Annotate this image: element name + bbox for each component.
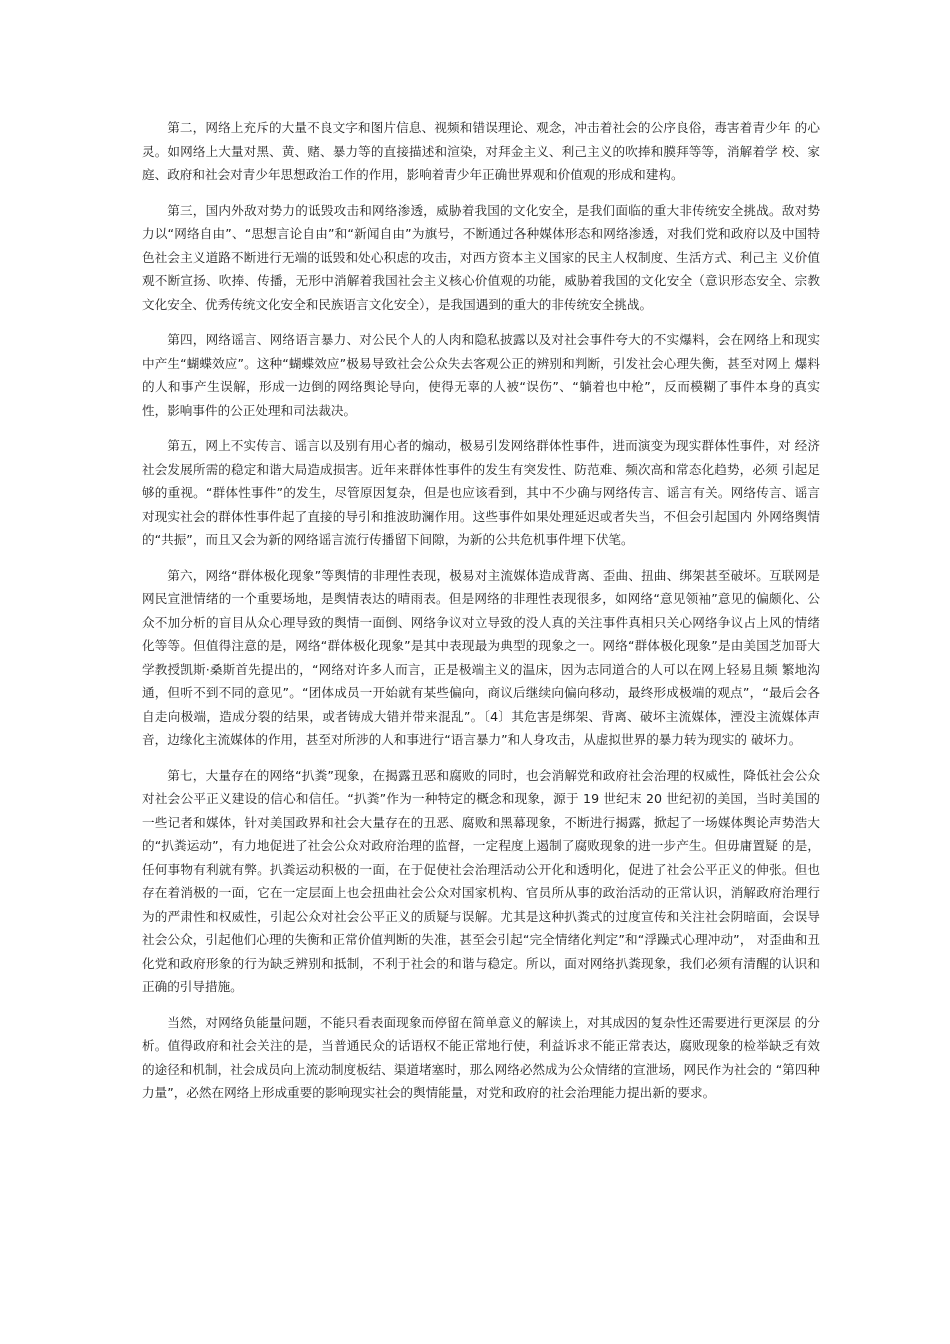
paragraph-conclusion: 当然，对网络负能量问题，不能只看表面现象而停留在简单意义的解读上，对其成因的复杂性还需要进行更深层 的分析。值得政府和社会关注的是，当普通民众的话语权不能正常地行使，利益诉求不能正常表达，腐败现象的检举缺乏有效的途径和机制，社会成员向上流动制度板结、渠道堵塞时，那么网络必然成为公众情绪的宣泄场，网民作为社会的 “第四种力量”，必然在网络上形成重要的影响现实社会的舆情能量，对党和政府的社会治理能力提出新的要求。	[142, 1014, 820, 1100]
document-body	[142, 116, 820, 1117]
paragraph-6: 第六，网络“群体极化现象”等舆情的非理性表现，极易对主流媒体造成背离、歪曲、扭曲、绑架甚至破坏。互联网是网民宣泄情绪的一个重要场地，是舆情表达的晴雨表。但是网络的非理性表现很多，如网络“意见领袖”意见的偏颇化、公众不加分析的盲目从众心理导致的舆情一面倒、网络争议对立导致的没人真的关注事件真相只关心网络争议占上风的情绪化等等。但值得注意的是，网络“群体极化现象”是其中表现最为典型的现象之一。网络“群体极化现象”是由美国芝加哥大学教授凯斯·桑斯首先提出的，“网络对许多人而言，正是极端主义的温床，因为志同道合的人可以在网上轻易且频 繁地沟通，但听不到不同的意见”。“团体成员一开始就有某些偏向，商议后继续向偏向移动，最终形成极端的观点”，“最后会各自走向极端，造成分裂的结果，或者铸成大错并带来混乱”。〔4〕其危害是绑架、背离、破坏主流媒体，湮没主流媒体声音，边缘化主流媒体的作用，甚至对所涉的人和事进行“语言暴力”和人身攻击，从虚拟世界的暴力转为现实的 破坏力。	[142, 567, 820, 747]
paragraph-3: 第三，国内外敌对势力的诋毁攻击和网络渗透，威胁着我国的文化安全，是我们面临的重大非传统安全挑战。敌对势力以“网络自由”、“思想言论自由”和“新闻自由”为旗号，不断通过各种媒体形态和网络渗透，对我们党和政府以及中国特色社会主义道路不断进行无端的诋毁和处心积虑的攻击，对西方资本主义国家的民主人权制度、生活方式、利己主 义价值观不断宣扬、吹捧、传播，无形中消解着我国社会主义核心价值观的功能，威胁着我国的文化安全（意识形态安全、宗教文化安全、优秀传统文化安全和民族语言文化安全），是我国遇到的重大的非传统安全挑战。	[142, 202, 820, 312]
paragraph-7: 第七，大量存在的网络“扒粪”现象，在揭露丑恶和腐败的同时，也会消解党和政府社会治理的权威性，降低社会公众对社会公平正义建设的信心和信任。“扒粪”作为一种特定的概念和现象，源于 19 世纪末 20 世纪初的美国，当时美国的一些记者和媒体，针对美国政界和社会大量存在的丑恶、腐败和黑幕现象，不断进行揭露，掀起了一场媒体舆论声势浩大的“扒粪运动”，有力地促进了社会公众对政府治理的监督，一定程度上遏制了腐败现象的进一步产生。但毋庸置疑 的是，任何事物有利就有弊。扒粪运动积极的一面，在于促使社会治理活动公开化和透明化，促进了社会公平正义的伸张。但也存在着消极的一面，它在一定层面上也会扭曲社会公众对国家机构、官员所从事的政治活动的正常认识，消解政府治理行为的严肃性和权威性，引起公众对社会公平正义的质疑与误解。尤其是这种扒粪式的过度宣传和关注社会阴暗面，会误导社会公众，引起他们心理的失衡和正常价值判断的失准，甚至会引起“完全情绪化判定”和“浮躁式心理冲动”， 对歪曲和丑化党和政府形象的行为缺乏辨别和抵制，不利于社会的和谐与稳定。所以，面对网络扒粪现象，我们必须有清醒的认识和正确的引导措施。	[142, 767, 820, 994]
paragraph-4: 第四，网络谣言、网络语言暴力、对公民个人的人肉和隐私披露以及对社会事件夸大的不实爆料，会在网络上和现实中产生“蝴蝶效应”。这种“蝴蝶效应”极易导致社会公众失去客观公正的辨别和判断，引发社会心理失衡，甚至对网上 爆料的人和事产生误解，形成一边倒的网络舆论导向，使得无辜的人被“误伤”、“躺着也中枪”，反而模糊了事件本身的真实性，影响事件的公正处理和司法裁决。	[142, 332, 820, 418]
paragraph-5: 第五，网上不实传言、谣言以及别有用心者的煽动，极易引发网络群体性事件，进而演变为现实群体性事件，对 经济社会发展所需的稳定和谐大局造成损害。近年来群体性事件的发生有突发性、防范难、频次高和常态化趋势，必须 引起足够的重视。“群体性事件”的发生，尽管原因复杂，但是也应该看到，其中不少确与网络传言、谣言有关。网络传言、谣言对现实社会的群体性事件起了直接的导引和推波助澜作用。这些事件如果处理延迟或者失当，不但会引起国内 外网络舆情的“共振”，而且又会为新的网络谣言流行传播留下间隙，为新的公共危机事件埋下伏笔。	[142, 438, 820, 547]
paragraph-2: 第二，网络上充斥的大量不良文字和图片信息、视频和错误理论、观念，冲击着社会的公序良俗，毒害着青少年 的心灵。如网络上大量对黑、黄、赌、暴力等的直接描述和渲染，对拜金主义、利己主义的吹捧和膜拜等等，消解着学 校、家庭、政府和社会对青少年思想政治工作的作用，影响着青少年正确世界观和价值观的形成和建构。	[142, 120, 820, 182]
